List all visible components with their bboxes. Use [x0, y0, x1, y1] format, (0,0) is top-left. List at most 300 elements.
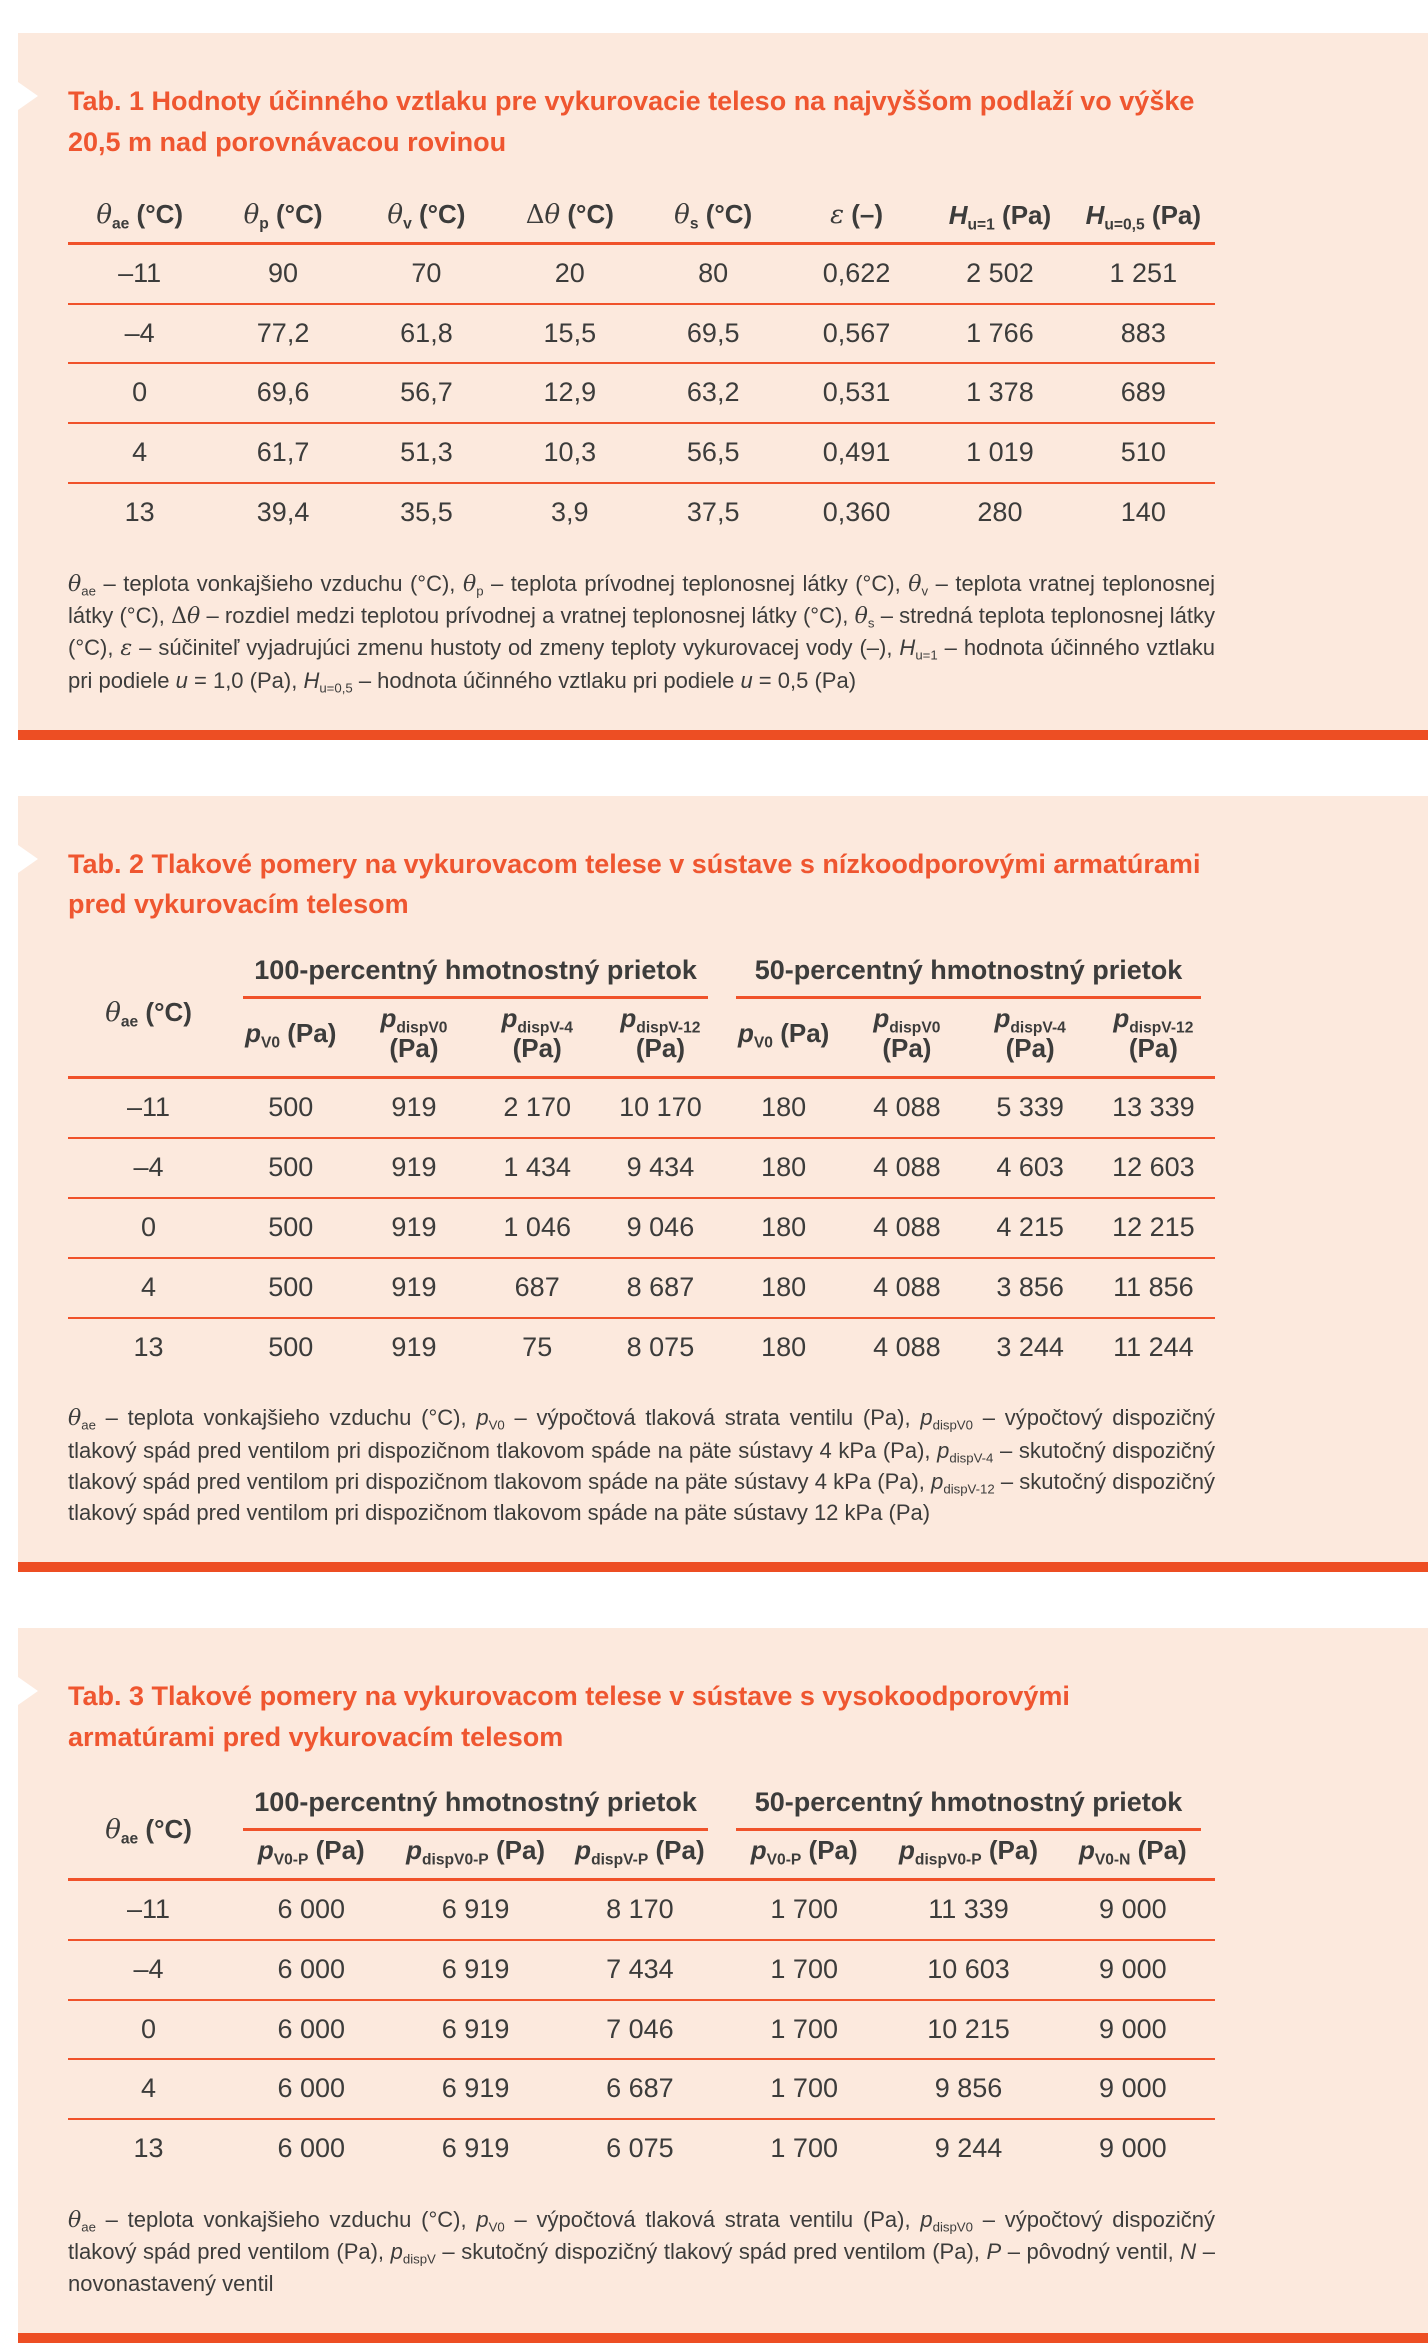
- value-cell: –4: [68, 1138, 229, 1198]
- text-segment: p: [920, 2207, 933, 2233]
- text-segment: – súčiniteľ vyjadrujúci zmenu hustoty od zmeny teploty vykurovacej vody (–),: [132, 635, 900, 661]
- text-segment: N: [1180, 2239, 1197, 2265]
- text-segment: p: [738, 1018, 754, 1049]
- table-row: [68, 1879, 1215, 1939]
- text-segment: p: [257, 1835, 274, 1866]
- text-segment: (Pa): [981, 1835, 1038, 1866]
- value-cell: 500: [229, 1258, 352, 1318]
- column-header-cell: [498, 186, 641, 243]
- text-segment: – pôvodný ventil,: [1001, 2239, 1181, 2265]
- value-cell: 6 075: [558, 2119, 722, 2178]
- text-segment: p: [931, 1468, 944, 1494]
- column-group-header: [229, 1781, 722, 1831]
- panel-arrow-marker: [18, 845, 38, 873]
- symbol-subscript: s: [689, 215, 699, 233]
- table-row: [68, 1198, 1215, 1258]
- text-segment: θ: [854, 604, 868, 630]
- column-group-label: 50-percentný hmotnostný prietok: [736, 955, 1201, 999]
- text-segment: θ: [96, 200, 112, 230]
- text-segment: p: [245, 1018, 261, 1049]
- text-segment: (Pa): [512, 1033, 562, 1064]
- value-cell: 6 000: [229, 2119, 393, 2178]
- symbol-subscript: s: [867, 615, 875, 631]
- symbol-subscript: dispV: [402, 2252, 436, 2268]
- value-cell: 500: [229, 1318, 352, 1377]
- text-segment: p: [920, 1405, 933, 1431]
- table-title: Tab. 1 Hodnoty účinného vztlaku pre vykurovacie teleso na najvyššom podlaží vo výške 20,5 m nad porovnávacou rovinou: [68, 86, 1195, 157]
- text-segment: p: [476, 2207, 489, 2233]
- value-cell: 51,3: [355, 423, 498, 483]
- text-segment: (Pa): [1005, 1033, 1055, 1064]
- value-cell: 9 244: [886, 2119, 1050, 2178]
- text-segment: θ: [68, 571, 82, 597]
- column-header-cell: [211, 186, 354, 243]
- value-cell: 500: [268, 1092, 314, 1123]
- value-cell: 4 088: [873, 1092, 941, 1123]
- value-cell: 3 244: [969, 1318, 1092, 1377]
- value-cell: 2 502: [966, 257, 1034, 288]
- value-cell: 9 856: [886, 2059, 1050, 2119]
- value-cell: 0,360: [785, 483, 928, 542]
- value-cell: 6 000: [277, 1893, 346, 1924]
- table-row: [68, 363, 1215, 423]
- text-segment: (°C): [268, 199, 323, 229]
- value-cell: 1 700: [722, 2119, 886, 2178]
- text-segment: – skutočný dispozičný tlakový spád pred ventilom (Pa),: [435, 2239, 987, 2265]
- value-cell: 2 170: [503, 1092, 571, 1123]
- value-cell: 10 170: [619, 1092, 702, 1123]
- text-segment: (Pa): [882, 1033, 932, 1064]
- table-row: [68, 1258, 1215, 1318]
- column-header-cell: [928, 186, 1071, 243]
- value-cell: 510: [1072, 423, 1215, 483]
- value-cell: 4: [68, 423, 211, 483]
- text-segment: θ: [187, 604, 201, 630]
- value-cell: 69,6: [211, 363, 354, 423]
- text-segment: p: [1113, 1002, 1130, 1033]
- symbol-subscript: u=0,5: [1104, 215, 1145, 233]
- text-segment: = 0,5 (Pa): [752, 667, 857, 693]
- symbol-subscript: V0: [753, 1034, 773, 1052]
- text-segment: H: [303, 667, 320, 693]
- data-table-3: [68, 1781, 1215, 2178]
- column-group-label: 100-percentný hmotnostný prietok: [243, 955, 708, 999]
- text-segment: H: [1085, 199, 1105, 230]
- value-cell: 0: [68, 363, 211, 423]
- value-cell: 61,8: [355, 304, 498, 364]
- value-cell: 6 000: [229, 2059, 393, 2119]
- value-cell: 919: [352, 1318, 475, 1377]
- text-segment: θ: [462, 571, 477, 597]
- text-segment: – teplota vonkajšieho vzduchu (°C),: [95, 570, 463, 596]
- text-segment: (Pa): [772, 1018, 830, 1049]
- value-cell: 9 000: [1051, 2119, 1215, 2178]
- value-cell: –11: [127, 1893, 171, 1924]
- text-segment: (°C): [560, 199, 614, 229]
- value-cell: 687: [476, 1258, 599, 1318]
- text-segment: p: [994, 1002, 1011, 1033]
- text-segment: Δ: [525, 200, 545, 230]
- symbol-subscript: dispV-4: [949, 1450, 994, 1466]
- value-cell: 180: [722, 1198, 845, 1258]
- value-cell: 8 687: [599, 1258, 722, 1318]
- column-header-cell: [355, 186, 498, 243]
- text-segment: – výpočtový dispozičný tlakový spád pred ventilom pri dispozičnom tlakovom spáde na päte sústavy 4 kPa (Pa),: [68, 1405, 1215, 1463]
- value-cell: 12 215: [1092, 1198, 1215, 1258]
- column-header-cell: [68, 949, 229, 1078]
- value-cell: 1 251: [1109, 257, 1178, 288]
- value-cell: 37,5: [642, 483, 785, 542]
- symbol-subscript: dispV-4: [517, 1019, 573, 1037]
- value-cell: 3,9: [498, 483, 641, 542]
- value-cell: 4: [68, 2059, 229, 2119]
- value-cell: 13 339: [1112, 1092, 1195, 1123]
- value-cell: 39,4: [211, 483, 354, 542]
- text-segment: θ: [387, 200, 404, 230]
- symbol-subscript: dispV-12: [1129, 1019, 1194, 1037]
- text-segment: p: [620, 1002, 637, 1033]
- column-header-cell: [642, 186, 785, 243]
- text-segment: – výpočtová tlaková strata ventilu (Pa),: [504, 2207, 921, 2233]
- column-header-cell: [722, 1831, 886, 1879]
- symbol-subscript: ae: [120, 1830, 139, 1848]
- text-segment: (Pa): [488, 1835, 546, 1866]
- column-header-cell: [1051, 1831, 1215, 1879]
- panel-arrow-marker: [18, 1677, 38, 1705]
- table-footnote: [68, 2204, 1215, 2299]
- value-cell: 1 434: [476, 1138, 599, 1198]
- text-segment: Δ: [171, 604, 188, 630]
- value-cell: 9 000: [1051, 2059, 1215, 2119]
- value-cell: 280: [928, 483, 1071, 542]
- symbol-subscript: ae: [111, 215, 130, 233]
- value-cell: 56,7: [355, 363, 498, 423]
- text-segment: – rozdiel medzi teplotou prívodnej a vratnej teplonosnej látky (°C),: [200, 603, 855, 629]
- text-segment: p: [390, 2239, 403, 2265]
- text-segment: – hodnota účinného vztlaku pri podiele: [352, 667, 741, 693]
- column-group-header: [722, 1781, 1215, 1831]
- text-segment: – skutočný dispozičný tlakový spád pred ventilom pri dispozičnom tlakovom spáde na päte sústavy 4 kPa (Pa),: [68, 1437, 1216, 1494]
- column-header-cell: [969, 999, 1092, 1078]
- column-header-cell: [68, 186, 211, 243]
- symbol-subscript: V0: [488, 1418, 505, 1434]
- symbol-subscript: dispV0-P: [421, 1851, 489, 1869]
- value-cell: 4 088: [845, 1138, 968, 1198]
- symbol-subscript: v: [921, 583, 929, 599]
- value-cell: 69,5: [642, 304, 785, 364]
- column-header-cell: [352, 999, 475, 1078]
- text-segment: (Pa): [308, 1835, 365, 1866]
- value-cell: 6 919: [393, 2000, 557, 2060]
- value-cell: 3 856: [969, 1258, 1092, 1318]
- text-segment: (Pa): [1144, 199, 1202, 230]
- value-cell: 77,2: [211, 304, 354, 364]
- text-segment: θ: [544, 200, 561, 230]
- value-cell: 63,2: [642, 363, 785, 423]
- value-cell: 61,7: [211, 423, 354, 483]
- symbol-subscript: dispV0: [396, 1019, 448, 1037]
- symbol-subscript: u=0,5: [319, 680, 353, 696]
- value-cell: 10,3: [498, 423, 641, 483]
- value-cell: 5 339: [996, 1092, 1064, 1123]
- symbol-subscript: dispV-4: [1010, 1019, 1066, 1037]
- value-cell: 20: [554, 257, 585, 288]
- column-group-header: [229, 949, 722, 999]
- value-cell: 180: [722, 1318, 845, 1377]
- value-cell: 12 603: [1092, 1138, 1215, 1198]
- table-row: [68, 2059, 1215, 2119]
- symbol-subscript: ae: [81, 1418, 96, 1434]
- text-segment: (°C): [129, 199, 184, 229]
- table-footnote: [68, 1402, 1215, 1528]
- value-cell: 1 046: [476, 1198, 599, 1258]
- table-row: [68, 1138, 1215, 1198]
- text-segment: p: [750, 1835, 767, 1866]
- value-cell: –4: [68, 1940, 229, 2000]
- value-cell: 1 766: [928, 304, 1071, 364]
- symbol-subscript: v: [403, 215, 412, 233]
- value-cell: 0,567: [785, 304, 928, 364]
- text-segment: H: [899, 635, 916, 661]
- text-segment: θ: [105, 997, 121, 1028]
- value-cell: 9 046: [599, 1198, 722, 1258]
- symbol-subscript: dispV-12: [636, 1019, 701, 1037]
- symbol-subscript: u=1: [967, 215, 995, 233]
- column-header-cell: [229, 999, 352, 1078]
- symbol-subscript: ae: [81, 583, 96, 599]
- data-table-2: [68, 949, 1215, 1377]
- column-header-cell: [229, 1831, 393, 1879]
- symbol-subscript: dispV0: [932, 2219, 973, 2235]
- text-segment: – teplota vonkajšieho vzduchu (°C),: [95, 1405, 477, 1431]
- text-segment: (–): [844, 199, 884, 229]
- table-row: [68, 1078, 1215, 1138]
- column-group-label: 100-percentný hmotnostný prietok: [243, 1787, 708, 1831]
- text-segment: – teplota vonkajšieho vzduchu (°C),: [95, 2207, 477, 2233]
- value-cell: 1 700: [770, 1893, 838, 1924]
- value-cell: 9 000: [1051, 2000, 1215, 2060]
- value-cell: 0: [68, 2000, 229, 2060]
- value-cell: 9 000: [1051, 1940, 1215, 2000]
- table-row: [68, 1318, 1215, 1377]
- value-cell: 6 919: [393, 2059, 557, 2119]
- table-panel-2: [18, 796, 1428, 1572]
- value-cell: 6 687: [558, 2059, 722, 2119]
- text-segment: u: [740, 667, 753, 693]
- table-row: [68, 2119, 1215, 2178]
- table-row: [68, 1940, 1215, 2000]
- value-cell: 80: [698, 257, 729, 288]
- value-cell: 919: [391, 1092, 437, 1123]
- text-segment: p: [501, 1002, 518, 1033]
- symbol-subscript: ae: [81, 2219, 96, 2235]
- value-cell: 1 378: [928, 363, 1071, 423]
- text-segment: (°C): [411, 199, 466, 229]
- table-title: Tab. 3 Tlakové pomery na vykurovacom telese v sústave s vysokoodporovými armatúrami pred vykurovacím telesom: [68, 1681, 1070, 1752]
- value-cell: 4 088: [845, 1198, 968, 1258]
- table-row: [68, 423, 1215, 483]
- text-segment: p: [899, 1835, 915, 1866]
- text-segment: – skutočný dispozičný tlakový spád pred ventilom pri dispozičnom tlakovom spáde na päte sústavy 12 kPa (Pa): [68, 1468, 1216, 1526]
- text-segment: – teplota vratnej teplonosnej látky (°C),: [68, 570, 1215, 629]
- column-header-cell: [599, 999, 722, 1078]
- symbol-subscript: ae: [120, 1013, 139, 1031]
- text-segment: u: [175, 667, 188, 693]
- value-cell: 10 603: [886, 1940, 1050, 2000]
- text-segment: (Pa): [801, 1835, 858, 1866]
- text-segment: – výpočtová tlaková strata ventilu (Pa),: [504, 1405, 921, 1431]
- table-title: Tab. 2 Tlakové pomery na vykurovacom telese v sústave s nízkoodporovými armatúrami pred vykurovacím telesom: [68, 848, 1201, 920]
- symbol-subscript: u=1: [915, 648, 938, 664]
- value-cell: 919: [352, 1258, 475, 1318]
- text-segment: p: [406, 1835, 422, 1866]
- value-cell: 8 170: [606, 1893, 674, 1924]
- text-segment: (Pa): [280, 1018, 337, 1049]
- column-group-header: [722, 949, 1215, 999]
- text-segment: p: [476, 1405, 489, 1431]
- text-segment: θ: [68, 2208, 82, 2234]
- symbol-subscript: p: [476, 583, 484, 599]
- text-segment: ε: [830, 200, 845, 230]
- value-cell: 4 088: [845, 1318, 968, 1377]
- text-segment: θ: [908, 571, 922, 597]
- value-cell: 140: [1072, 483, 1215, 542]
- value-cell: 1 019: [928, 423, 1071, 483]
- value-cell: 180: [722, 1138, 845, 1198]
- symbol-subscript: V0: [488, 2219, 505, 2235]
- value-cell: 4 215: [969, 1198, 1092, 1258]
- value-cell: –11: [118, 257, 162, 288]
- value-cell: 0,622: [822, 257, 891, 288]
- value-cell: 13: [68, 483, 211, 542]
- text-segment: (°C): [138, 996, 192, 1027]
- data-table-1: [68, 186, 1215, 542]
- text-segment: – stredná teplota teplonosnej látky (°C),: [68, 603, 1215, 661]
- value-cell: 919: [352, 1138, 475, 1198]
- table-panel-1: [18, 33, 1428, 740]
- value-cell: 9 434: [599, 1138, 722, 1198]
- value-cell: 0,531: [785, 363, 928, 423]
- text-segment: H: [948, 199, 968, 230]
- value-cell: 4: [68, 1258, 229, 1318]
- value-cell: 56,5: [642, 423, 785, 483]
- symbol-subscript: dispV0-P: [914, 1851, 982, 1869]
- column-header-cell: [68, 1781, 229, 1879]
- value-cell: 6 919: [393, 1940, 557, 2000]
- value-cell: 15,5: [498, 304, 641, 364]
- table-row: [68, 304, 1215, 364]
- value-cell: 883: [1072, 304, 1215, 364]
- text-segment: θ: [674, 200, 690, 230]
- value-cell: 35,5: [355, 483, 498, 542]
- value-cell: 6 919: [393, 2119, 557, 2178]
- text-segment: p: [380, 1002, 397, 1033]
- symbol-subscript: V0-P: [766, 1851, 802, 1869]
- text-segment: p: [873, 1002, 890, 1033]
- column-header-cell: [476, 999, 599, 1078]
- column-header-cell: [1092, 999, 1215, 1078]
- text-segment: θ: [68, 1406, 82, 1432]
- value-cell: 689: [1072, 363, 1215, 423]
- value-cell: 180: [722, 1258, 845, 1318]
- table-panel-3: [18, 1628, 1428, 2343]
- text-segment: = 1,0 (Pa),: [187, 667, 304, 693]
- panel-arrow-marker: [18, 82, 38, 110]
- value-cell: 11 856: [1092, 1258, 1215, 1318]
- column-header-cell: [785, 186, 928, 243]
- value-cell: 7 434: [558, 1940, 722, 2000]
- value-cell: 90: [268, 257, 299, 288]
- table-row: [68, 243, 1215, 303]
- value-cell: 1 700: [722, 1940, 886, 2000]
- text-segment: (°C): [138, 1813, 192, 1844]
- column-header-cell: [393, 1831, 557, 1879]
- text-segment: P: [986, 2239, 1002, 2265]
- text-segment: – hodnota účinného vztlaku pri podiele: [68, 635, 1216, 693]
- column-header-cell: [558, 1831, 722, 1879]
- value-cell: 12,9: [498, 363, 641, 423]
- text-segment: (°C): [698, 199, 753, 229]
- value-cell: 8 075: [599, 1318, 722, 1377]
- text-segment: – teplota prívodnej teplonosnej látky (°C),: [483, 570, 909, 596]
- value-cell: 4 088: [845, 1258, 968, 1318]
- value-cell: 500: [229, 1198, 352, 1258]
- text-segment: ε: [120, 636, 133, 662]
- value-cell: 1 700: [722, 2000, 886, 2060]
- value-cell: 6 919: [441, 1893, 510, 1924]
- text-segment: θ: [243, 200, 260, 230]
- value-cell: 11 244: [1092, 1318, 1215, 1377]
- symbol-subscript: dispV-12: [943, 1481, 995, 1497]
- value-cell: –11: [127, 1092, 171, 1123]
- text-segment: – výpočtový dispozičný tlakový spád pred ventilom (Pa),: [68, 2207, 1215, 2265]
- symbol-subscript: V0: [260, 1034, 281, 1052]
- text-segment: p: [575, 1835, 592, 1866]
- text-segment: (Pa): [1130, 1835, 1187, 1866]
- text-segment: (Pa): [994, 199, 1052, 230]
- column-header-cell: [722, 999, 845, 1078]
- column-header-cell: [845, 999, 968, 1078]
- text-segment: (Pa): [389, 1033, 439, 1064]
- value-cell: 70: [411, 257, 442, 288]
- text-segment: (Pa): [648, 1835, 705, 1866]
- value-cell: 500: [229, 1138, 352, 1198]
- value-cell: 7 046: [558, 2000, 722, 2060]
- text-segment: (Pa): [635, 1033, 685, 1064]
- text-segment: θ: [105, 1814, 121, 1845]
- symbol-subscript: dispV0: [889, 1019, 941, 1037]
- symbol-subscript: dispV0: [932, 1418, 973, 1434]
- symbol-subscript: dispV-P: [591, 1851, 649, 1869]
- column-group-label: 50-percentný hmotnostný prietok: [736, 1787, 1201, 1831]
- value-cell: 75: [476, 1318, 599, 1377]
- value-cell: 13: [68, 1318, 229, 1377]
- value-cell: 13: [68, 2119, 229, 2178]
- symbol-subscript: V0-P: [273, 1851, 309, 1869]
- column-header-cell: [1072, 186, 1215, 243]
- value-cell: 9 000: [1099, 1893, 1167, 1924]
- text-segment: p: [937, 1437, 950, 1463]
- symbol-subscript: p: [259, 215, 269, 233]
- column-header-cell: [886, 1831, 1050, 1879]
- table-row: [68, 2000, 1215, 2060]
- value-cell: 6 000: [229, 1940, 393, 2000]
- value-cell: 180: [761, 1092, 807, 1123]
- value-cell: –4: [68, 304, 211, 364]
- text-segment: p: [1078, 1835, 1095, 1866]
- symbol-subscript: V0-N: [1094, 1851, 1131, 1869]
- value-cell: 10 215: [886, 2000, 1050, 2060]
